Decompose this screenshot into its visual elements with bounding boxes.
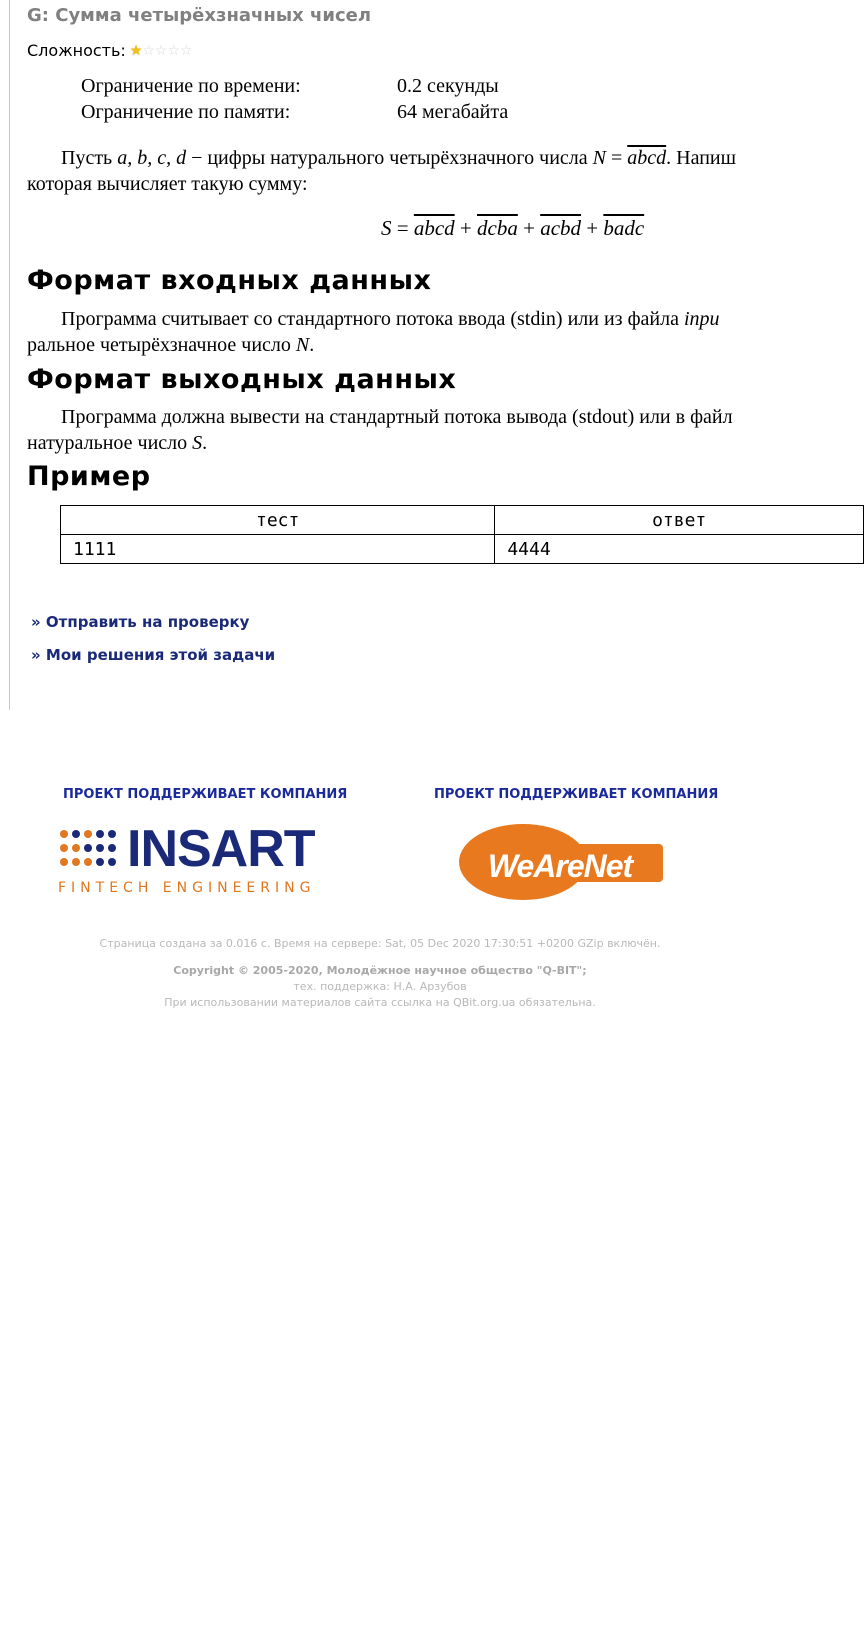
output-format-heading: Формат выходных данных	[27, 364, 457, 395]
test-answer-cell: 4444	[495, 535, 864, 564]
column-header-test: тест	[61, 506, 495, 535]
difficulty-stars	[130, 44, 193, 58]
input-format-line-1: Программа считывает со стандартного потока ввода (stdin) или из файла inpu	[61, 308, 720, 330]
input-format-line-2: ральное четырёхзначное число N.	[27, 334, 315, 356]
star-filled-icon: ★	[129, 42, 143, 59]
my-solutions-link[interactable]: » Мои решения этой задачи	[31, 646, 276, 664]
task-title: G: Сумма четырёхзначных чисел	[27, 5, 372, 26]
example-table	[60, 505, 864, 564]
task-content	[0, 0, 864, 710]
memory-limit-label: Ограничение по памяти:	[81, 101, 291, 123]
star-empty-icon: ☆	[142, 42, 155, 59]
input-format-heading: Формат входных данных	[27, 265, 432, 296]
insart-logo-text: INSART	[127, 820, 315, 878]
sum-formula: S = abcd + dcba + acbd + badc	[381, 216, 645, 240]
column-header-answer: ответ	[495, 506, 864, 535]
example-heading: Пример	[27, 461, 151, 492]
memory-limit-value: 64 мегабайта	[397, 101, 509, 123]
output-format-line-1: Программа должна вывести на стандартный потока вывода (stdout) или в файл	[61, 406, 733, 428]
star-empty-icon: ☆	[167, 42, 181, 59]
insart-dots-icon	[58, 828, 118, 868]
sponsor-heading-right: ПРОЕКТ ПОДДЕРЖИВАЕТ КОМПАНИЯ	[434, 787, 719, 802]
footer-support: тех. поддержка: Н.А. Арзубов	[293, 980, 467, 993]
star-empty-icon: ☆	[154, 42, 168, 59]
insart-logo-link[interactable]	[58, 822, 328, 900]
time-limit-value: 0.2 секунды	[397, 75, 499, 97]
difficulty-row	[27, 41, 193, 60]
time-limit-label: Ограничение по времени:	[81, 75, 301, 97]
table-header-row	[61, 506, 864, 535]
difficulty-label: Сложность:	[27, 41, 126, 60]
table-row	[61, 535, 864, 564]
wearenet-logo-text: WeAreNet	[487, 848, 633, 884]
footer-notice: При использовании материалов сайта ссылка на QBit.org.ua обязательна.	[164, 996, 596, 1009]
star-empty-icon: ☆	[180, 42, 193, 59]
statement-line-1: Пусть a, b, c, d − цифры натурального четырёхзначного числа N = abcd. Напиш	[61, 147, 737, 169]
footer-copyright: Copyright © 2005-2020, Молодёжное научное общество "Q-BIT";	[173, 964, 587, 977]
insart-tagline: FINTECH ENGINEERING	[58, 880, 316, 896]
output-format-line-2: натуральное число S.	[27, 432, 208, 454]
sponsor-heading-left: ПРОЕКТ ПОДДЕРЖИВАЕТ КОМПАНИЯ	[63, 787, 348, 802]
wearenet-logo-link[interactable]	[455, 820, 665, 900]
statement-line-2: которая вычисляет такую сумму:	[27, 173, 308, 195]
test-input-cell: 1111	[61, 535, 495, 564]
footer-generated-info: Страница создана за 0.016 с. Время на сервере: Sat, 05 Dec 2020 17:30:51 +0200 GZip включён.	[99, 937, 661, 950]
submit-solution-link[interactable]: » Отправить на проверку	[31, 613, 250, 631]
left-divider	[9, 0, 10, 710]
